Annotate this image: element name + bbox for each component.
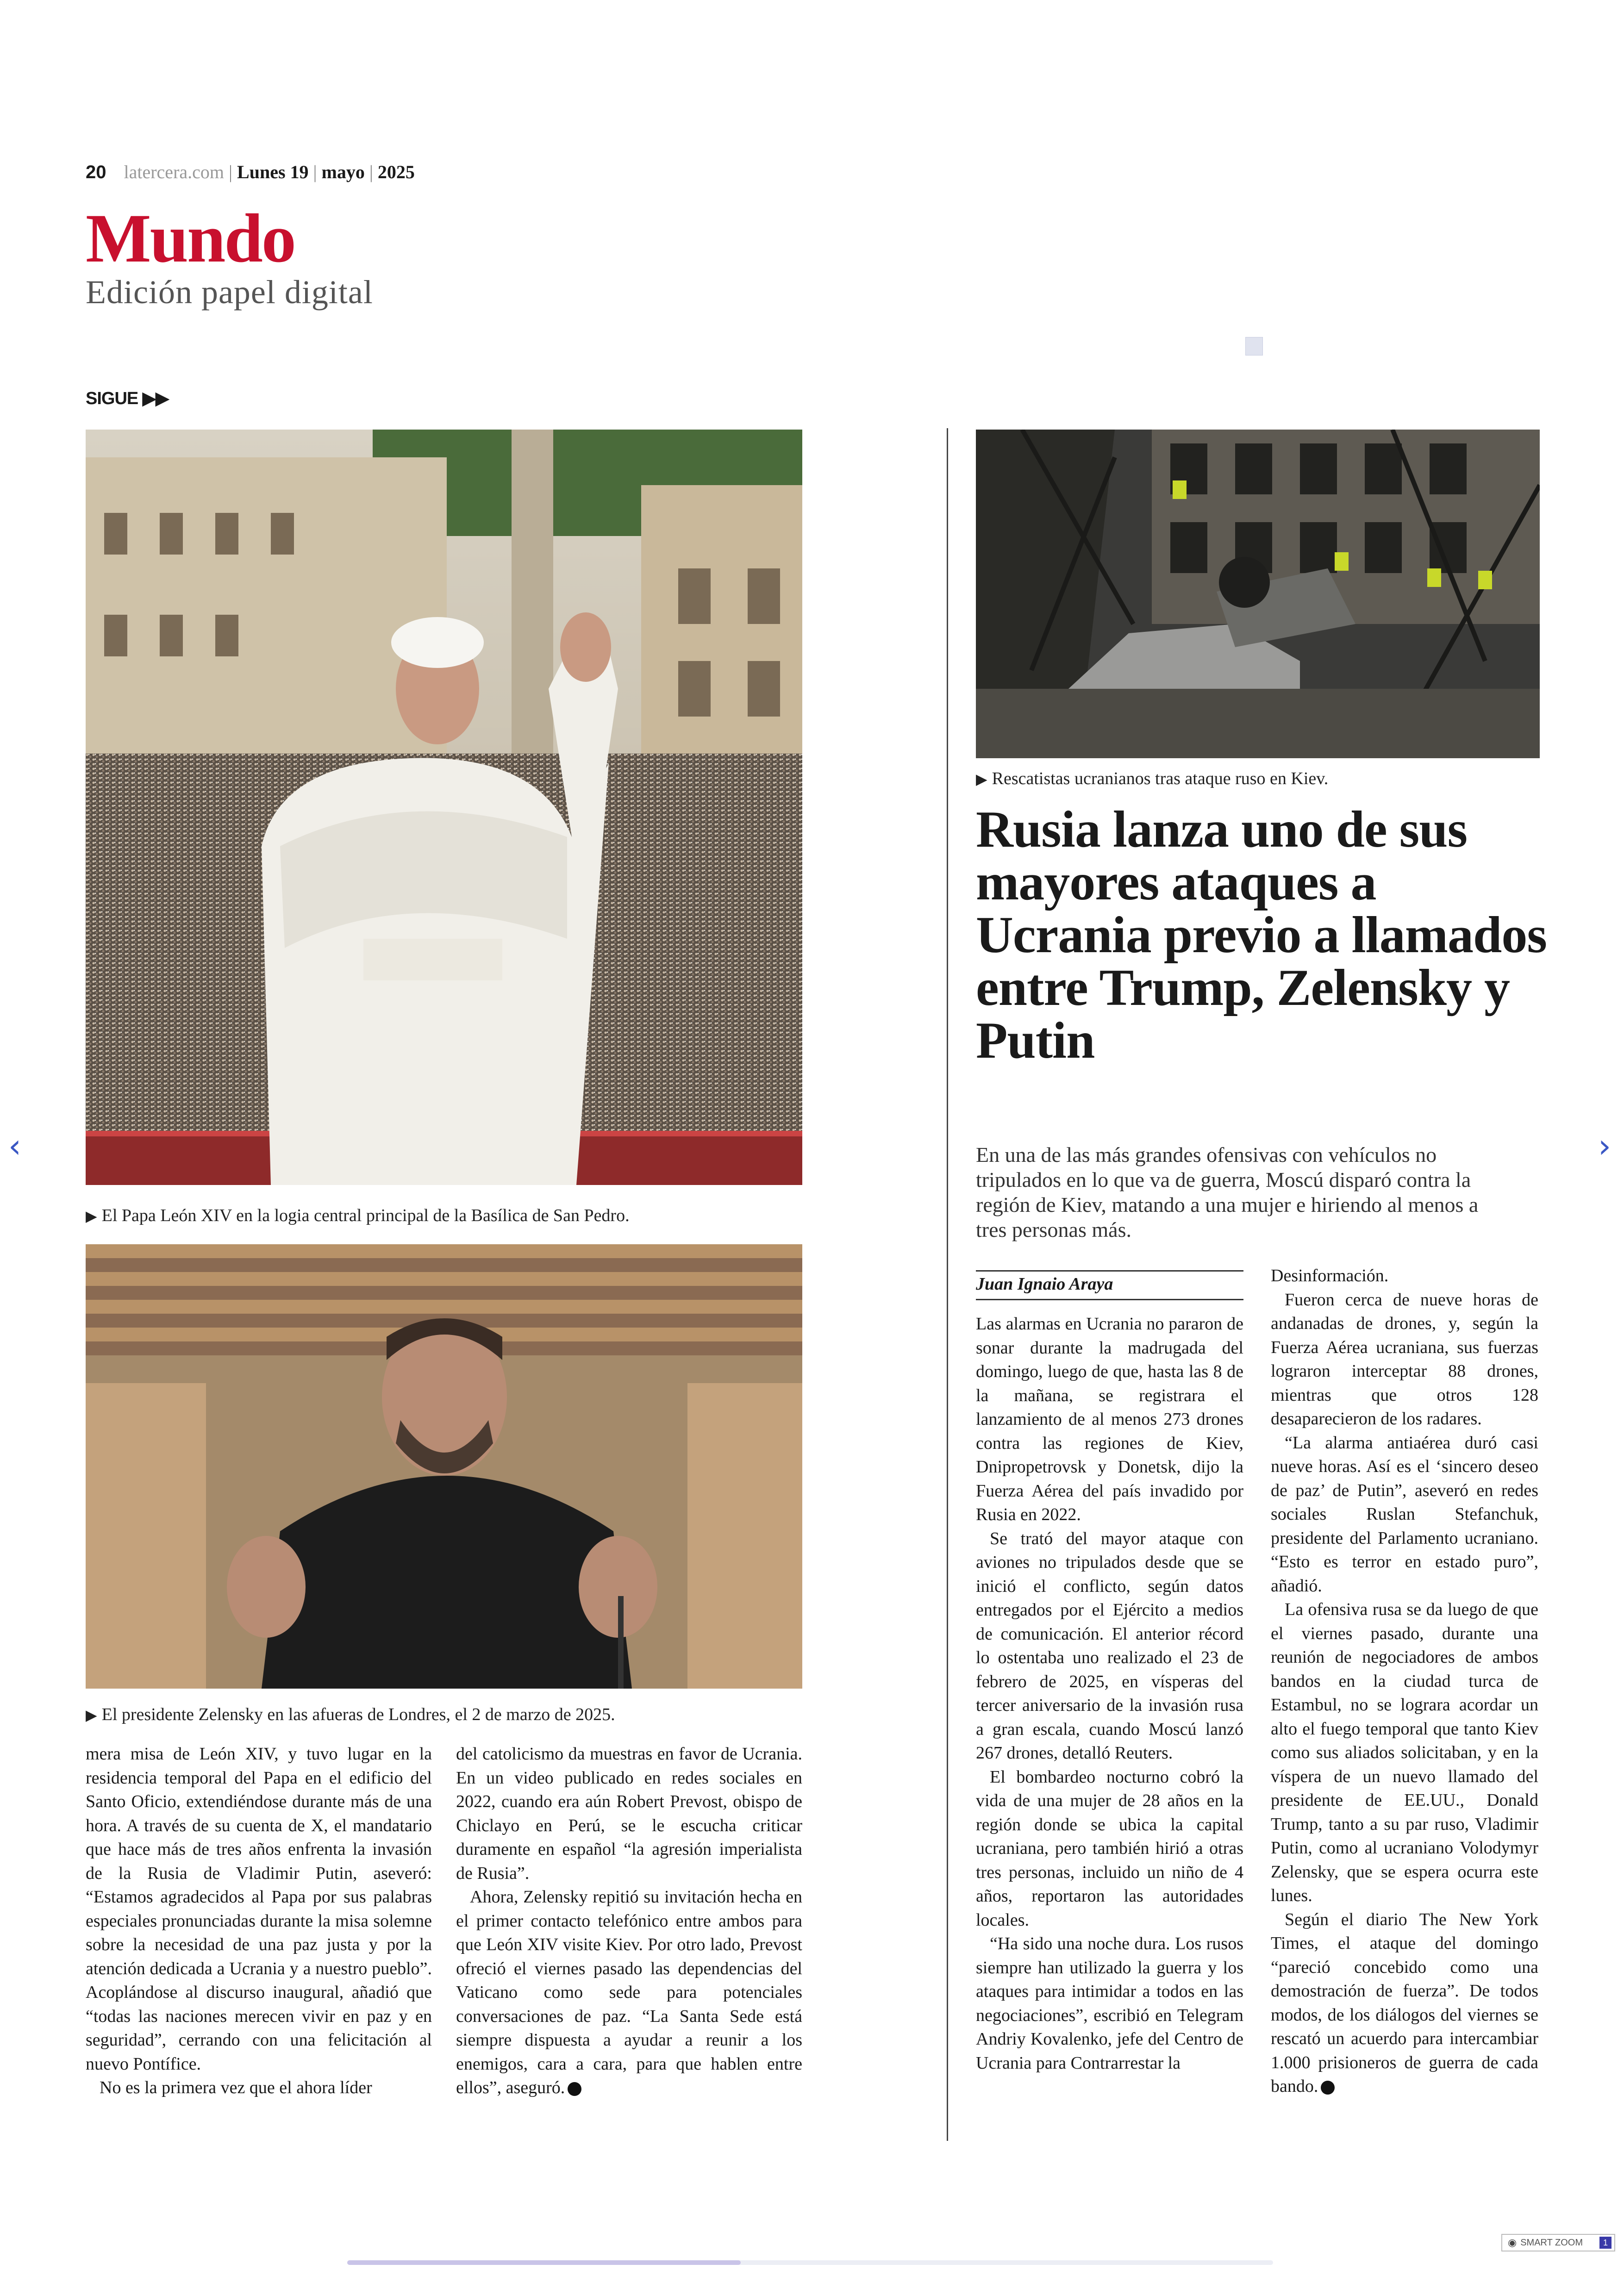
page-number: 20 [86,162,106,182]
pope-caption: ▶ El Papa León XIV en la logia central principal de la Basílica de San Pedro. [86,1206,630,1225]
page-scrollbar[interactable] [347,2260,1273,2265]
zelensky-caption: ▶ El presidente Zelensky en las afueras de Londres, el 2 de marzo de 2025. [86,1705,615,1724]
paragraph: El bombardeo nocturno cobró la vida de una mujer de 28 años en la región donde se ubica la capital ucraniana, pero también hirió a otras tres personas, incluido un niño de 4 años, reportaron las autoridades locales. [976,1767,1243,1930]
page-header: 20 latercera.com | Lunes 19 | mayo | 2025 [86,162,415,182]
paragraph: “Ha sido una noche dura. Los rusos siempre han utilizado la guerra y los ataques para intimidar a todos en las negociaciones”, escribió en Telegram Andriy Kovalenko, jefe del Centro de Ucrania para Contrarrestar la [976,1934,1243,2073]
byline-rule-top [976,1270,1243,1272]
smart-zoom-button[interactable] [1501,2234,1615,2251]
date-year: 2025 [377,162,415,182]
paragraph: Ahora, Zelensky repitió su invitación hecha en el primer contacto telefónico entre ambos para que León XIV visite Kiev. Por otro lado, Prevost ofreció el viernes pasado las dependencias del Vaticano como sede para potenciales conversaciones de paz. “La Santa Sede está siempre dispuesta a ayudar a reunir a los enemigos, cara a cara, para que hablen entre ellos”, aseguró. [456,1887,802,2097]
paragraph: “La alarma antiaérea duró casi nueve horas. Así es el ‘sincero deseo de paz’ de Putin”, aseveró en redes sociales Ruslan Stefanchuk, presidente del Parlamento ucraniano. “Esto es terror en estado puro”, añadió. [1271,1433,1538,1596]
paragraph: Se trató del mayor ataque con aviones no tripulados desde que se inició el conflicto, según datos entregados por el Ejército a medios de comunicación. El anterior récord lo ostentaba uno realizado el 23 de febrero de 2025, en vísperas del tercer aniversario de la invasión rusa a gran escala, cuando Moscú lanzó 267 drones, detalló Reuters. [976,1528,1243,1763]
paragraph: Según el diario The New York Times, el ataque del domingo “pareció concebido como una demostración de fuerza”. De todos modos, de los diálogos del viernes se rescató un acuerdo para intercambiar 1.000 prisioneros de guerra de cada bando. [1271,1909,1538,2096]
paragraph: mera misa de León XIV, y tuvo lugar en la residencia temporal del Papa en el edificio del Santo Oficio, extendiéndose durante más de una hora. A través de su cuenta de X, el mandatario que hace más de tres años enfrenta la invasión de la Rusia de Vladimir Putin, aseveró: “Estamos agradecidos al Papa por sus palabras especiales pronunciadas durante la misa solemne sobre la necesidad de una paz justa y por la atención dedicada a Ucrania y a nuestro pueblo”. Acoplándose al discurso inaugural, añadió que “todas las naciones merecen vivir en paz y en seguridad”, cerrando con una felicitación al nuevo Pontífice. [86,1744,432,2074]
end-mark-icon [1321,2081,1335,2095]
section-title: Mundo [86,200,295,277]
prev-page-arrow-icon[interactable]: ‹ [8,1127,21,1165]
end-mark-icon [568,2082,581,2096]
article-headline: Rusia lanza uno de sus mayores ataques a Ucrania previo a llamados entre Trump, Zelensky y Putin [976,801,1547,1069]
left-article-col1 [86,1742,432,2100]
note-icon[interactable] [1245,337,1263,355]
right-article-col2 [1271,1264,1538,2099]
paragraph: No es la primera vez que el ahora líder [100,2078,372,2097]
paragraph: del catolicismo da muestras en favor de Ucrania. En un video publicado en redes sociales en 2022, cuando era aún Robert Prevost, obispo de Chiclayo en Perú, se le escucha criticar duramente en español “la agresión imperialista de Rusia”. [456,1744,802,1883]
kiev-caption: ▶ Rescatistas ucranianos tras ataque ruso en Kiev. [976,769,1329,788]
date-month: mayo [321,162,365,182]
paragraph: Desinformación. [1271,1266,1389,1285]
caption-marker-icon: ▶ [86,1707,97,1723]
caption-marker-icon: ▶ [976,771,987,787]
caption-marker-icon: ▶ [86,1208,97,1224]
next-page-arrow-icon[interactable]: › [1598,1127,1611,1165]
byline: Juan Ignaio Araya [976,1274,1113,1294]
scrollbar-thumb[interactable] [347,2260,741,2265]
kiev-photo [976,430,1540,758]
paragraph: Las alarmas en Ucrania no pararon de sonar durante la madrugada del domingo, luego de que, hasta las 8 de la mañana, se registrara el lanzamiento de al menos 273 drones contra las regiones de Kiev, Dnipropetrovsk y Donetsk, dijo la Fuerza Aérea del país invadido por Rusia en 2022. [976,1314,1243,1524]
paragraph: La ofensiva rusa se da luego de que el viernes pasado, durante una reunión de negociadores de ambos bandos en la ciudad turca de Estambul, no se lograra acordar un alto el fuego temporal que tanto Kiev como sus aliados solicitaban, y en la víspera de un nuevo llamado del presidente de EE.UU., Donald Trump, tanto a su par ruso, Vladimir Putin, como al ucraniano Volodymyr Zelensky, que se espera ocurra este lunes. [1271,1600,1538,1905]
article-lead: En una de las más grandes ofensivas con vehículos no tripulados en lo que va de guerra, Moscú disparó contra la región de Kiev, matando a una mujer e hiriendo al menos a tres personas más. [976,1143,1479,1241]
left-article-col2 [456,1742,802,2100]
eye-icon: ◉ [1508,2237,1517,2248]
paragraph: Fueron cerca de nueve horas de andanadas de drones, y, según la Fuerza Aérea ucraniana, sus fuerzas lograron interceptar 88 drones, mientras que otros 128 desaparecieron de los radares. [1271,1290,1538,1428]
date-day: Lunes 19 [237,162,309,182]
site-name: latercera.com [124,162,225,182]
column-divider [947,428,948,2141]
zelensky-photo [86,1244,802,1689]
sigue-label: SIGUE ▶▶ [86,389,169,408]
pope-photo [86,430,802,1185]
smart-zoom-label: SMART ZOOM [1520,2237,1583,2248]
page-indicator: 1 [1599,2237,1612,2249]
edition-label: Edición papel digital [86,274,373,311]
right-article-col1 [976,1312,1243,2075]
byline-rule-bottom [976,1299,1243,1300]
